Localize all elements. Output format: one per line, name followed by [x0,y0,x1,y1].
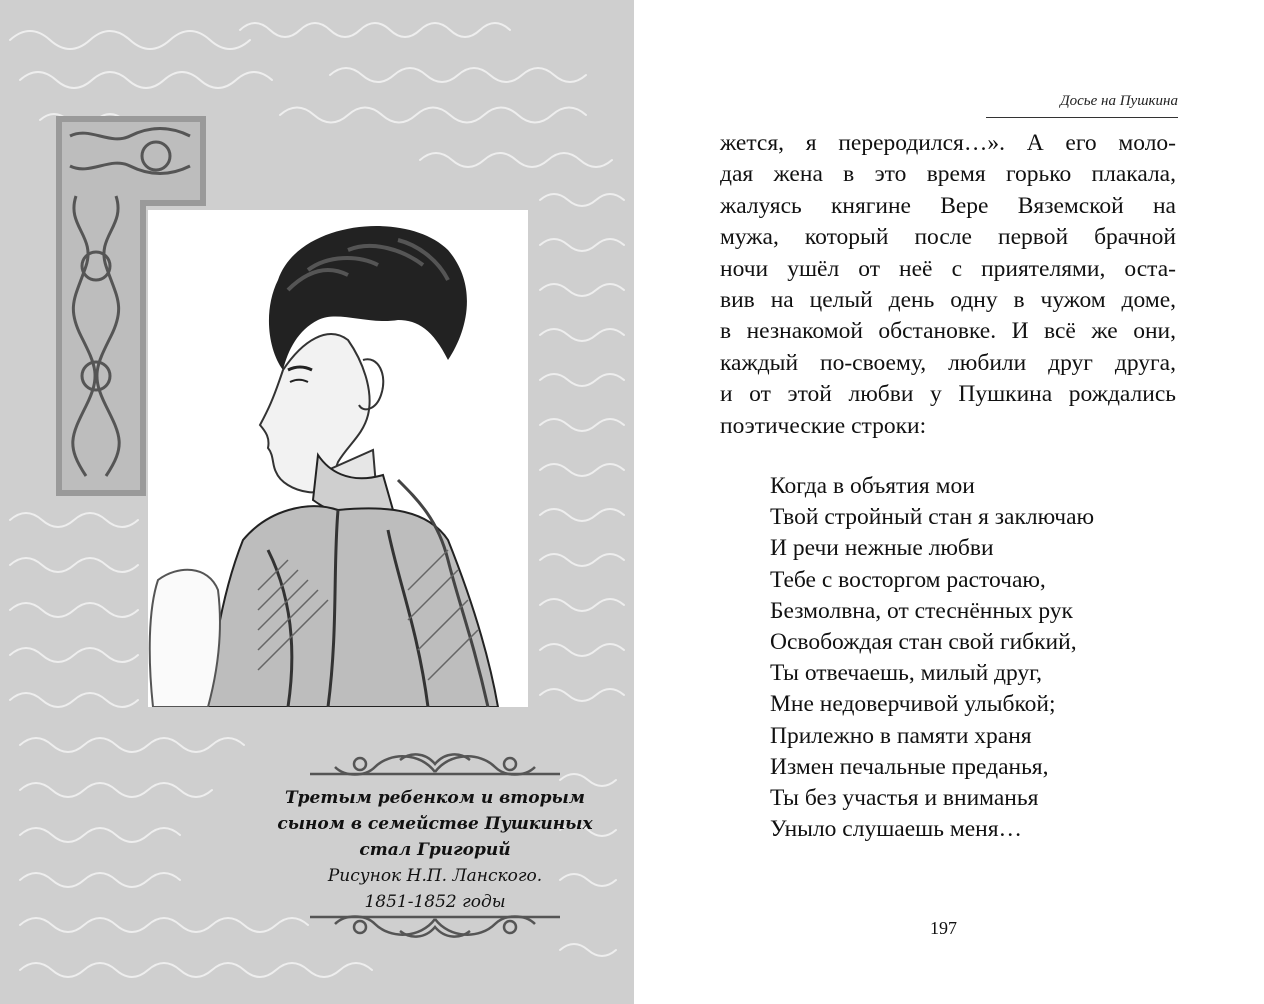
body-line: каждый по-своему, любили друг друга, [720,349,1176,376]
portrait-sketch [148,210,528,707]
caption-ornament-bottom [300,905,570,945]
poem-line: Ты без участья и вниманья [770,785,1039,812]
portrait-caption [262,785,608,915]
caption-line-1: Третым ребенком и вторым [285,788,585,808]
body-line: ночи ушёл от неё с приятелями, оста- [720,255,1176,282]
body-line: жется, я переродился…». А его моло- [720,130,1176,156]
body-line: поэтические строки: [720,412,927,439]
poem-line: Тебе с восторгом расточаю, [770,566,1046,593]
running-header: Досье на Пушкина [1060,93,1178,109]
poem-line: Измен печальные преданья, [770,753,1049,780]
caption-line-3: стал Григорий [359,840,511,860]
poem-line: Освобождая стан свой гибкий, [770,629,1077,656]
body-line: вив на целый день одну в чужом доме, [720,287,1176,314]
right-page [634,0,1264,1004]
body-line: мужа, который после первой брачной [720,224,1176,251]
header-rule [986,117,1178,118]
caption-line-5: 1851-1852 годы [364,892,506,912]
body-line: жалуясь княгине Вере Вяземской на [720,192,1176,219]
page-number: 197 [930,918,957,938]
poem-line: Уныло слушаешь меня… [770,816,1023,843]
caption-line-4: Рисунок Н.П. Ланского. [327,866,543,886]
poem-line: Когда в объятия мои [770,473,975,499]
body-paragraph [720,128,1176,442]
caption-line-2: сыном в семействе Пушкиных [277,814,593,834]
portrait-drawing [148,210,528,707]
body-line: в незнакомой обстановке. И всё же они, [720,318,1176,345]
body-line: и от этой любви у Пушкина рождались [720,381,1176,408]
poem-line: И речи нежные любви [770,535,994,562]
poem-line: Мне недоверчивой улыбкой; [770,691,1056,718]
body-line: дая жена в это время горько плакала, [720,161,1176,188]
poem [770,471,1094,845]
poem-line: Безмолвна, от стеснённых рук [770,597,1073,624]
poem-line: Твой стройный стан я заключаю [770,504,1095,531]
poem-line: Ты отвечаешь, милый друг, [770,660,1043,687]
caption-ornament-top [300,746,570,786]
poem-line: Прилежно в памяти храня [770,722,1032,749]
